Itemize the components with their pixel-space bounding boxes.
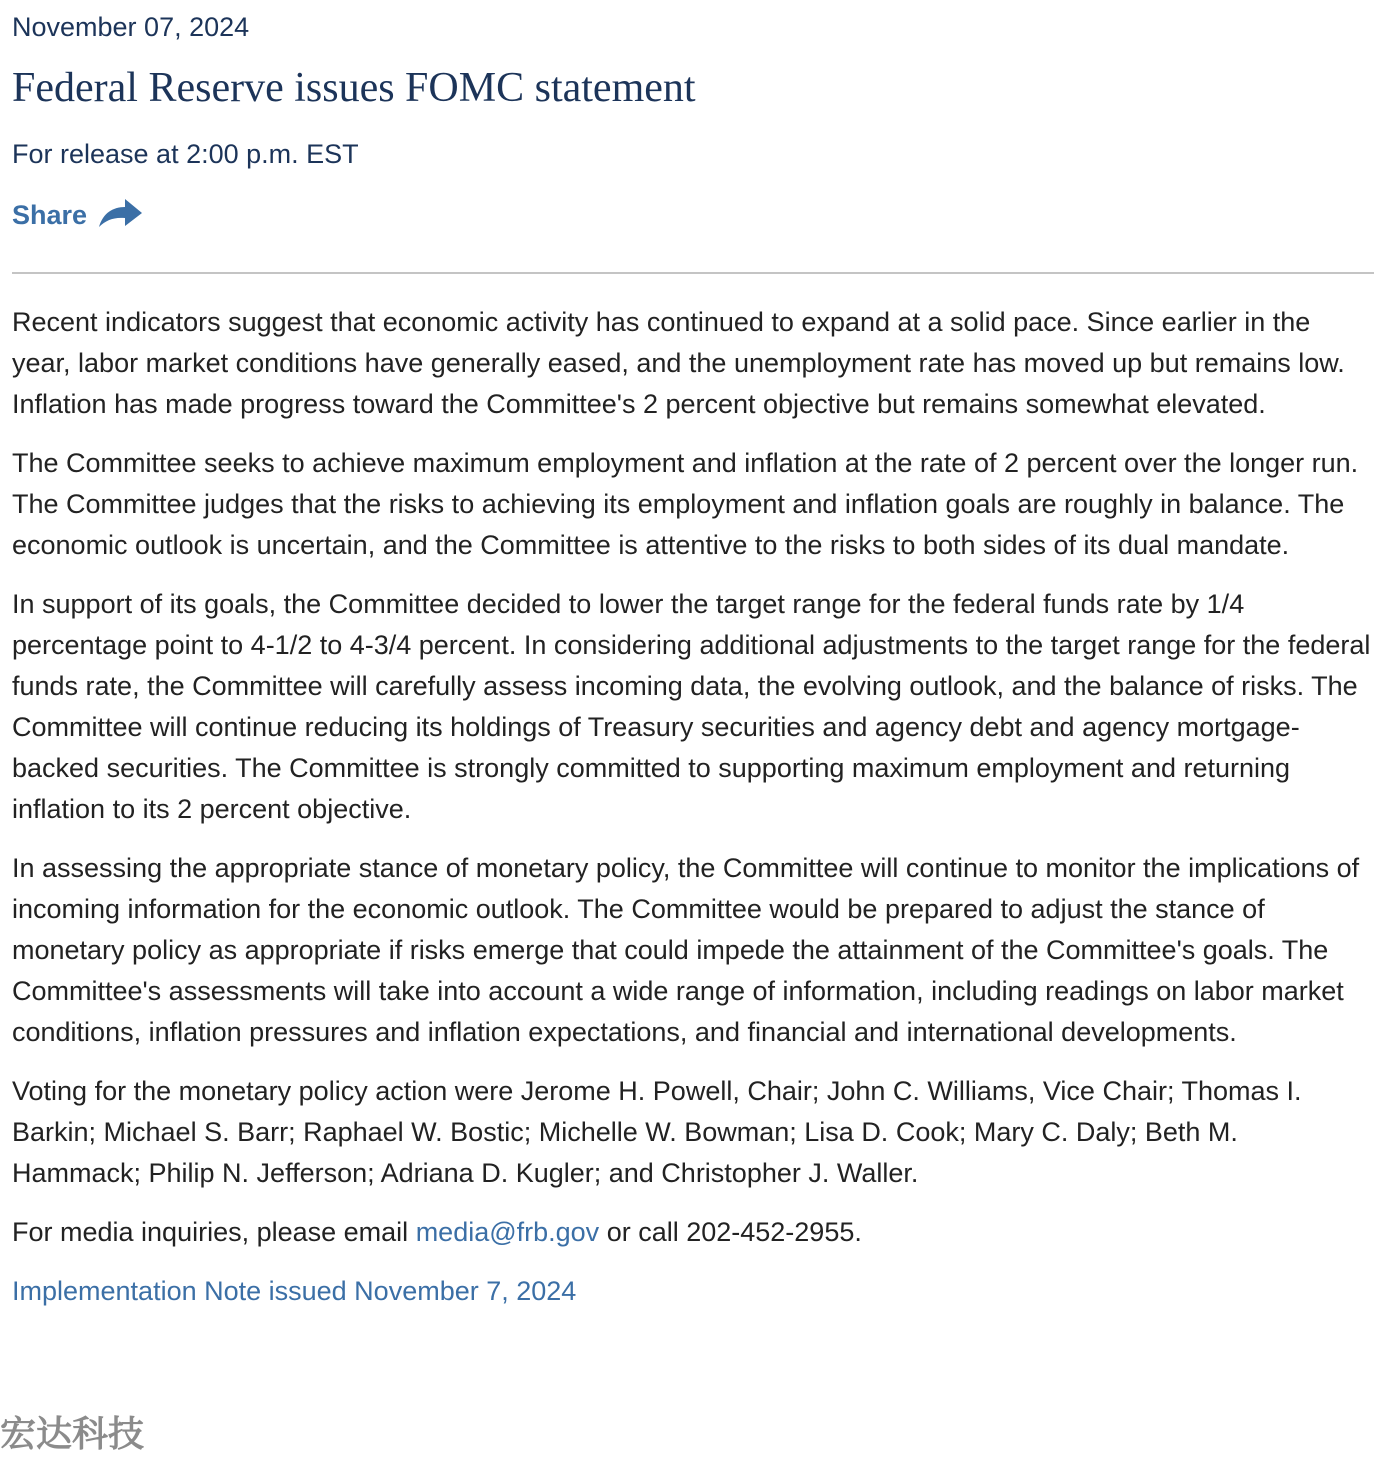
share-button[interactable]: [12, 195, 143, 235]
svg-text:宏达科技: 宏达科技: [0, 1414, 145, 1452]
statement-paragraph: In assessing the appropriate stance of monetary policy, the Committee will continue to monitor the implications of incoming information for the economic outlook. The Committee would be prepared to adjust the stance of monetary policy as appropriate if risks emerge that could impede the attainment of the Committee's goals. The Committee's assessments will take into account a wide range of information, including readings on labor market conditions, inflation pressures and inflation expectations, and financial and international developments.: [12, 853, 1360, 1047]
share-label: Share: [12, 200, 88, 230]
statement-paragraph: In support of its goals, the Committee decided to lower the target range for the federal funds rate by 1/4 percentage point to 4-1/2 to 4-3/4 percent. In considering additional adjustments to the target range for the federal funds rate, the Committee will carefully assess incoming data, the evolving outlook, and the balance of risks. The Committee will continue reducing its holdings of Treasury securities and agency debt and agency mortgage-backed securities. The Committee is strongly committed to supporting maximum employment and returning inflation to its 2 percent objective.: [12, 589, 1371, 824]
media-prefix: For media inquiries, please email: [12, 1217, 416, 1247]
header-divider: [12, 272, 1374, 274]
statement-paragraph: Recent indicators suggest that economic activity has continued to expand at a solid pace. Since earlier in the year, labor market conditions have generally eased, and the unemployment rate has moved up but remains low. Inflation has made progress toward the Committee's 2 percent objective but remains somewhat elevated.: [12, 307, 1345, 419]
statement-paragraph: The Committee seeks to achieve maximum employment and inflation at the rate of 2 percent over the longer run. The Committee judges that the risks to achieving its employment and inflation goals are roughly in balance. The economic outlook is uncertain, and the Committee is attentive to the risks to both sides of its dual mandate.: [12, 448, 1359, 560]
voting-paragraph: Voting for the monetary policy action were Jerome H. Powell, Chair; John C. Williams, Vice Chair; Thomas I. Barkin; Michael S. Barr; Raphael W. Bostic; Michelle W. Bowman; Lisa D. Cook; Mary C. Daly; Beth M. Hammack; Philip N. Jefferson; Adriana D. Kugler; and Christopher J. Waller.: [12, 1076, 1302, 1188]
statement-body: [12, 302, 1374, 1312]
media-suffix: or call 202-452-2955.: [599, 1217, 862, 1247]
media-email-link[interactable]: media@frb.gov: [415, 1217, 600, 1247]
media-inquiries: [12, 1212, 1374, 1253]
watermark-logo: [0, 1410, 170, 1452]
release-date: November 07, 2024: [12, 12, 250, 42]
share-arrow-icon: [97, 197, 143, 233]
page-title: Federal Reserve issues FOMC statement: [12, 65, 696, 111]
release-time: For release at 2:00 p.m. EST: [12, 139, 359, 169]
implementation-note-link[interactable]: Implementation Note issued November 7, 2024: [12, 1276, 577, 1306]
